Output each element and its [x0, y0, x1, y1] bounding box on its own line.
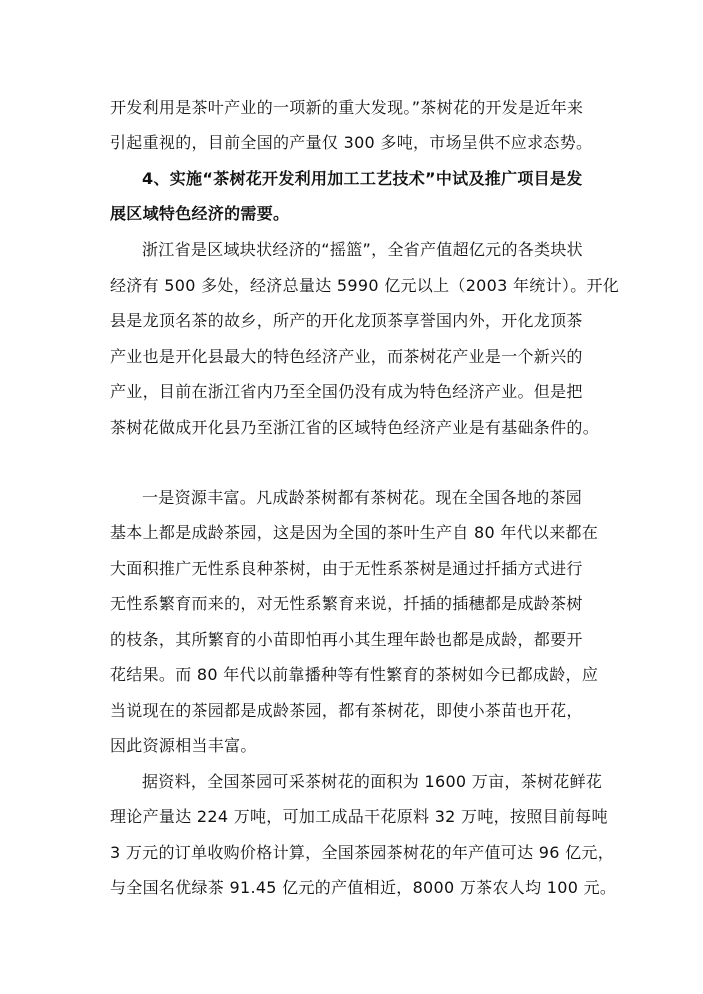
text-line: 浙江省是区域块状经济的“摇篮”，全省产值超亿元的各类块状: [142, 240, 583, 259]
text-line: 经济有 500 多处，经济总量达 5990 亿元以上（2003 年统计）。开化: [110, 276, 620, 295]
heading-line: 展区域特色经济的需要。: [110, 204, 290, 223]
text-line: 产业也是开化县最大的特色经济产业，而茶树花产业是一个新兴的: [110, 347, 583, 366]
text-line: 3 万元的订单收购价格计算，全国茶园茶树花的年产值可达 96 亿元，: [110, 843, 614, 862]
text-line: 花结果。而 80 年代以前靠播种等有性繁育的茶树如今已都成龄，应: [110, 665, 599, 684]
text-line: 大面积推广无性系良种茶树，由于无性系茶树是通过扦插方式进行: [110, 559, 583, 578]
text-line: 一是资源丰富。凡成龄茶树都有茶树花。现在全国各地的茶园: [142, 488, 583, 507]
text-line: 开发利用是茶叶产业的一项新的重大发现。”茶树花的开发是近年来: [110, 98, 584, 117]
text-line: 因此资源相当丰富。: [110, 736, 257, 755]
text-line: 与全国名优绿茶 91.45 亿元的产值相近，8000 万茶农人均 100 元。: [110, 878, 617, 897]
text-line: 基本上都是成龄茶园，这是因为全国的茶叶生产自 80 年代以来都在: [110, 523, 599, 542]
heading-line: 4、实施“茶树花开发利用加工工艺技术”中试及推广项目是发: [142, 169, 583, 188]
text-line: 无性系繁育而来的，对无性系繁育来说，扦插的插穗都是成龄茶树: [110, 594, 583, 613]
text-line: 县是龙顶名茶的故乡，所产的开化龙顶茶享誉国内外，开化龙顶茶: [110, 311, 583, 330]
text-line: 理论产量达 224 万吨，可加工成品干花原料 32 万吨，按照目前每吨: [110, 807, 608, 826]
text-line: 当说现在的茶园都是成龄茶园，都有茶树花，即使小茶苗也开花，: [110, 701, 583, 720]
text-line: 茶树花做成开化县乃至浙江省的区域特色经济产业是有基础条件的。: [110, 418, 600, 437]
text-line: 引起重视的，目前全国的产量仅 300 多吨，市场呈供不应求态势。: [110, 133, 593, 152]
text-line: 的枝条，其所繁育的小苗即怕再小其生理年龄也都是成龄，都要开: [110, 630, 583, 649]
text-line: 据资料，全国茶园可采茶树花的面积为 1600 万亩，茶树花鲜花: [142, 772, 603, 791]
text-line: 产业，目前在浙江省内乃至全国仍没有成为特色经济产业。但是把: [110, 382, 583, 401]
